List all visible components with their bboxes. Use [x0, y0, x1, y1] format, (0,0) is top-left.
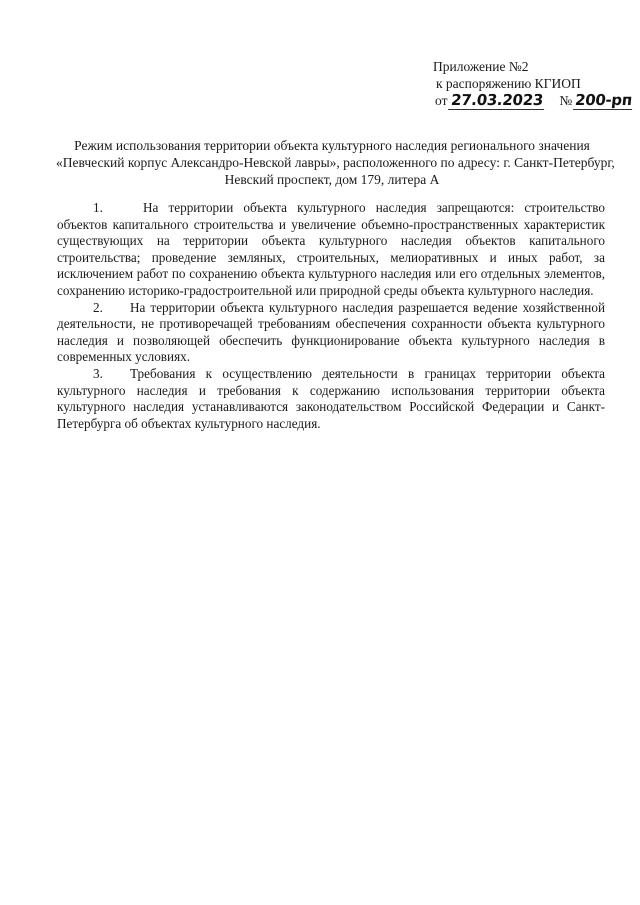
document-title [56, 137, 615, 188]
paragraph-number: 3. [93, 365, 103, 381]
appendix-date-number [433, 92, 633, 110]
paragraph-text: На территории объекта культурного наследия разрешается ведение хозяйственной деятельности, не противоречащей требованиям обеспечения сохранности объекта культурного наследия и позволяющей обеспечить функционирование объекта культурного наследия в современных условиях. [57, 299, 605, 365]
document-body [57, 200, 605, 432]
paragraph-number: 2. [93, 299, 103, 315]
paragraph-number: 1. [93, 200, 103, 215]
paragraph [57, 366, 605, 432]
appendix-header [433, 58, 633, 110]
paragraph-text: На территории объекта культурного наследия запрещаются: строительство объектов капитального строительства и увеличение объемно-пространственных характеристик существующих на территории объекта культурного наследия объектов капитального строительства; проведение земляных, строительных, мелиоративных и иных работ, за исключением работ по сохранению объекта культурного наследия или его отдельных элементов, сохранению историко-градостроительной или природной среды объекта культурного наследия. [57, 200, 605, 298]
appendix-reference: к распоряжению КГИОП [436, 76, 581, 91]
paragraph [57, 200, 605, 300]
paragraph [57, 300, 605, 366]
date-prefix: от [435, 93, 448, 108]
title-line: Невский проспект, дом 179, литера А [224, 172, 440, 187]
handwritten-number: 200-рп [574, 91, 634, 109]
title-line: «Певческий корпус Александро-Невской лавры», расположенного по адресу: г. Санкт-Петербург, [56, 155, 615, 170]
handwritten-date: 27.03.2023 [449, 92, 547, 110]
title-line: Режим использования территории объекта культурного наследия регионального значения [74, 138, 590, 153]
appendix-title: Приложение №2 [433, 59, 529, 74]
paragraph-text: Требования к осуществлению деятельности в границах территории объекта культурного наследия и требования к содержанию использования территории объекта культурного наследия устанавливаются законодательством Российской Федерации и Санкт-Петербурга об объектах культурного наследия. [57, 365, 605, 431]
number-sign: № [559, 93, 573, 108]
